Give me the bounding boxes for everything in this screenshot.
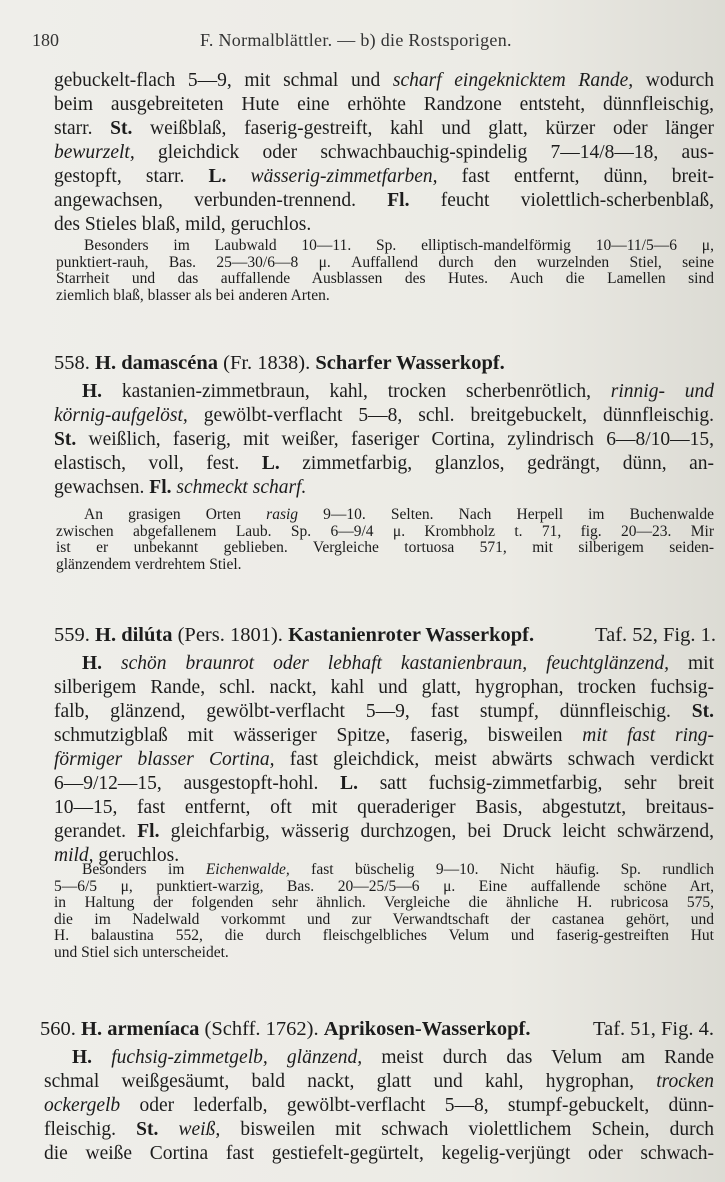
text-line: 5—6/5 μ, punktiert-warzig, Bas. 20—25/5—6 μ. Eine auffallende schöne Art, xyxy=(54,878,714,895)
text-line: fleischig. St. weiß, bisweilen mit schwach violettlichem Schein, durch xyxy=(44,1119,714,1140)
text-line: gebuckelt-flach 5—9, mit schmal und scharf eingeknicktem Rande, wodurch xyxy=(54,70,714,91)
abbreviation: Fl. xyxy=(137,821,160,842)
text-line: 6—9/12—15, ausgestopft-hohl. L. satt fuchsig-zimmetfarbig, sehr breit xyxy=(54,773,714,794)
common-name: Aprikosen-Wasserkopf. xyxy=(323,1018,531,1040)
italic-text: körnig-aufgelöst, xyxy=(54,405,188,426)
running-header xyxy=(32,30,692,54)
text-line: angewachsen, verbunden-trennend. Fl. feucht violettlich-scherbenblaß, xyxy=(54,190,714,211)
text-line: St. weißlich, faserig, mit weißer, faseriger Cortina, zylindrisch 6—8/10—15, xyxy=(54,429,714,450)
text-line: beim ausgebreiteten Hute eine erhöhte Randzone entsteht, dünnfleischig, xyxy=(54,94,714,115)
entry-560-heading xyxy=(40,1016,714,1042)
text-line: körnig-aufgelöst, gewölbt-verflacht 5—8, schl. breitgebuckelt, dünnfleischig. xyxy=(54,405,714,426)
italic-text: schön braunrot oder lebhaft kastanienbraun, feuchtglänzend, xyxy=(121,653,670,674)
text-line: schmutzigblaß mit wässeriger Spitze, faserig, bisweilen mit fast ring- xyxy=(54,725,714,746)
plate-reference: Taf. 51, Fig. 4. xyxy=(593,1018,714,1040)
text-line: die weiße Cortina fast gestiefelt-gegürtelt, kegelig-verjüngt oder schwach- xyxy=(44,1143,714,1164)
italic-text: wässerig-zimmetfarben, xyxy=(250,166,438,187)
authority: (Schff. 1762). xyxy=(204,1018,319,1040)
entry-number: 559. xyxy=(54,624,90,646)
italic-text: fuchsig-zimmetgelb, glänzend, xyxy=(111,1047,363,1068)
abbreviation: L. xyxy=(208,166,227,187)
italic-text: trocken xyxy=(656,1071,714,1092)
species-name: H. armeníaca xyxy=(81,1018,200,1040)
text-line: Starrheit und das auffallende Ausblassen des Hutes. Auch die Lamellen sind xyxy=(56,271,714,287)
text-line: An grasigen Orten rasig 9—10. Selten. Nach Herpell im Buchenwalde xyxy=(84,507,714,523)
italic-text: scharf eingeknicktem Rande, xyxy=(392,70,634,91)
abbreviation: St. xyxy=(54,429,77,450)
entry-559-heading xyxy=(54,622,716,648)
text-line: starr. St. weißblaß, faserig-gestreift, kahl und glatt, kürzer oder länger xyxy=(54,118,714,139)
text-line: gestopft, starr. L. wässerig-zimmetfarben, fast entfernt, dünn, breit- xyxy=(54,166,714,187)
italic-text: förmiger blasser Cortina, xyxy=(54,749,275,770)
abbreviation: H. xyxy=(82,381,103,402)
entry-558-note xyxy=(56,507,714,573)
italic-text: bewurzelt, xyxy=(54,142,135,163)
text-line: H. fuchsig-zimmetgelb, glänzend, meist durch das Velum am Rande xyxy=(72,1047,714,1068)
running-title: F. Normalblättler. — b) die Rostsporigen. xyxy=(200,30,512,50)
italic-text: Eichenwalde, xyxy=(205,862,290,878)
text-line: schmal weißgesäumt, bald nackt, glatt und kahl, hygrophan, trocken xyxy=(44,1071,714,1092)
text-line: gerandet. Fl. gleichfarbig, wässerig durchzogen, bei Druck leicht schwärzend, xyxy=(54,821,714,842)
text-line: elastisch, voll, fest. L. zimmetfarbig, glanzlos, gedrängt, dünn, an- xyxy=(54,453,714,474)
text-line: Besonders im Laubwald 10—11. Sp. elliptisch-mandelförmig 10—11/5—6 μ, xyxy=(84,238,714,254)
text-line: des Stieles blaß, mild, geruchlos. xyxy=(54,214,312,235)
abbreviation: Fl. xyxy=(387,190,410,211)
entry-number: 560. xyxy=(40,1018,76,1040)
entry-557-description xyxy=(54,69,714,237)
abbreviation: L. xyxy=(261,453,280,474)
abbreviation: H. xyxy=(72,1047,93,1068)
abbreviation: L. xyxy=(340,773,358,794)
abbreviation: St. xyxy=(136,1119,159,1140)
abbreviation: Fl. xyxy=(149,477,172,498)
text-line: punktiert-rauh, Bas. 25—30/6—8 μ. Auffallend durch den wurzelnden Stiel, seine xyxy=(56,254,714,271)
italic-text: rinnig- und xyxy=(610,381,714,402)
text-line: bewurzelt, gleichdick oder schwachbauchig-spindelig 7—14/8—18, aus- xyxy=(54,142,714,163)
text-line: falb, glänzend, gewölbt-verflacht 5—9, fast stumpf, dünnfleischig. St. xyxy=(54,701,714,722)
entry-558-heading xyxy=(54,350,714,376)
text-line: in Haltung der folgenden sehr ähnlich. Vergleiche die ähnliche H. rubricosa 575, xyxy=(54,895,714,911)
italic-text: schmeckt scharf. xyxy=(176,477,307,498)
text-line: silberigem Rande, schl. nackt, kahl und glatt, hygrophan, trocken fuchsig- xyxy=(54,677,714,698)
entry-560-description xyxy=(44,1046,714,1166)
page-number: 180 xyxy=(32,30,59,50)
text-line: H. kastanien-zimmetbraun, kahl, trocken scherbenrötlich, rinnig- und xyxy=(82,381,714,402)
text-line: förmiger blasser Cortina, fast gleichdick, meist abwärts schwach verdickt xyxy=(54,749,714,770)
italic-text: weiß, xyxy=(178,1119,221,1140)
text-line: ist er unbekannt geblieben. Vergleiche tortuosa 571, mit silberigem seiden- xyxy=(56,540,714,556)
text-line: ockergelb oder lederfalb, gewölbt-verflacht 5—8, stumpf-gebuckelt, dünn- xyxy=(44,1095,714,1116)
italic-text: mit fast ring- xyxy=(582,725,714,746)
text-line: ziemlich blaß, blasser als bei anderen Arten. xyxy=(56,287,330,304)
species-name: H. dilúta xyxy=(95,624,173,646)
species-name: H. damascéna xyxy=(95,352,218,374)
authority: (Pers. 1801). xyxy=(177,624,283,646)
italic-text: rasig xyxy=(266,507,299,523)
abbreviation: St. xyxy=(110,118,133,139)
entry-558-description xyxy=(54,380,714,500)
text-line: H. balaustina 552, die durch fleischgelbliches Velum und faserig-gestreiften Hut xyxy=(54,928,714,944)
text-line: mild, geruchlos. xyxy=(54,845,180,866)
text-line: glänzendem verdrehtem Stiel. xyxy=(56,556,242,573)
text-line: H. schön braunrot oder lebhaft kastanienbraun, feuchtglänzend, mit xyxy=(82,653,714,674)
text-line: 10—15, fast entfernt, oft mit queraderiger Basis, abgestutzt, breitaus- xyxy=(54,797,714,818)
abbreviation: H. xyxy=(82,653,103,674)
text-line: gewachsen. Fl. schmeckt scharf. xyxy=(54,477,307,498)
entry-559-description xyxy=(54,652,714,868)
abbreviation: St. xyxy=(691,701,714,722)
entry-number: 558. xyxy=(54,352,90,374)
text-line: Besonders im Eichenwalde, fast büschelig 9—10. Nicht häufig. Sp. rundlich xyxy=(82,862,714,878)
text-line: die im Nadelwald vorkommt und zur Verwandtschaft der castanea gehört, und xyxy=(54,911,714,928)
italic-text: ockergelb xyxy=(44,1095,121,1116)
authority: (Fr. 1838). xyxy=(223,352,311,374)
common-name: Scharfer Wasserkopf. xyxy=(315,352,505,374)
plate-reference: Taf. 52, Fig. 1. xyxy=(595,624,716,646)
text-line: zwischen abgefallenem Laub. Sp. 6—9/4 μ. Krombholz t. 71, fig. 20—23. Mir xyxy=(56,523,714,540)
entry-559-note xyxy=(54,862,714,961)
text-line: und Stiel sich unterscheidet. xyxy=(54,944,229,961)
entry-557-note xyxy=(56,238,714,304)
common-name: Kastanienroter Wasserkopf. xyxy=(288,624,535,646)
italic-text: mild, xyxy=(54,845,94,866)
